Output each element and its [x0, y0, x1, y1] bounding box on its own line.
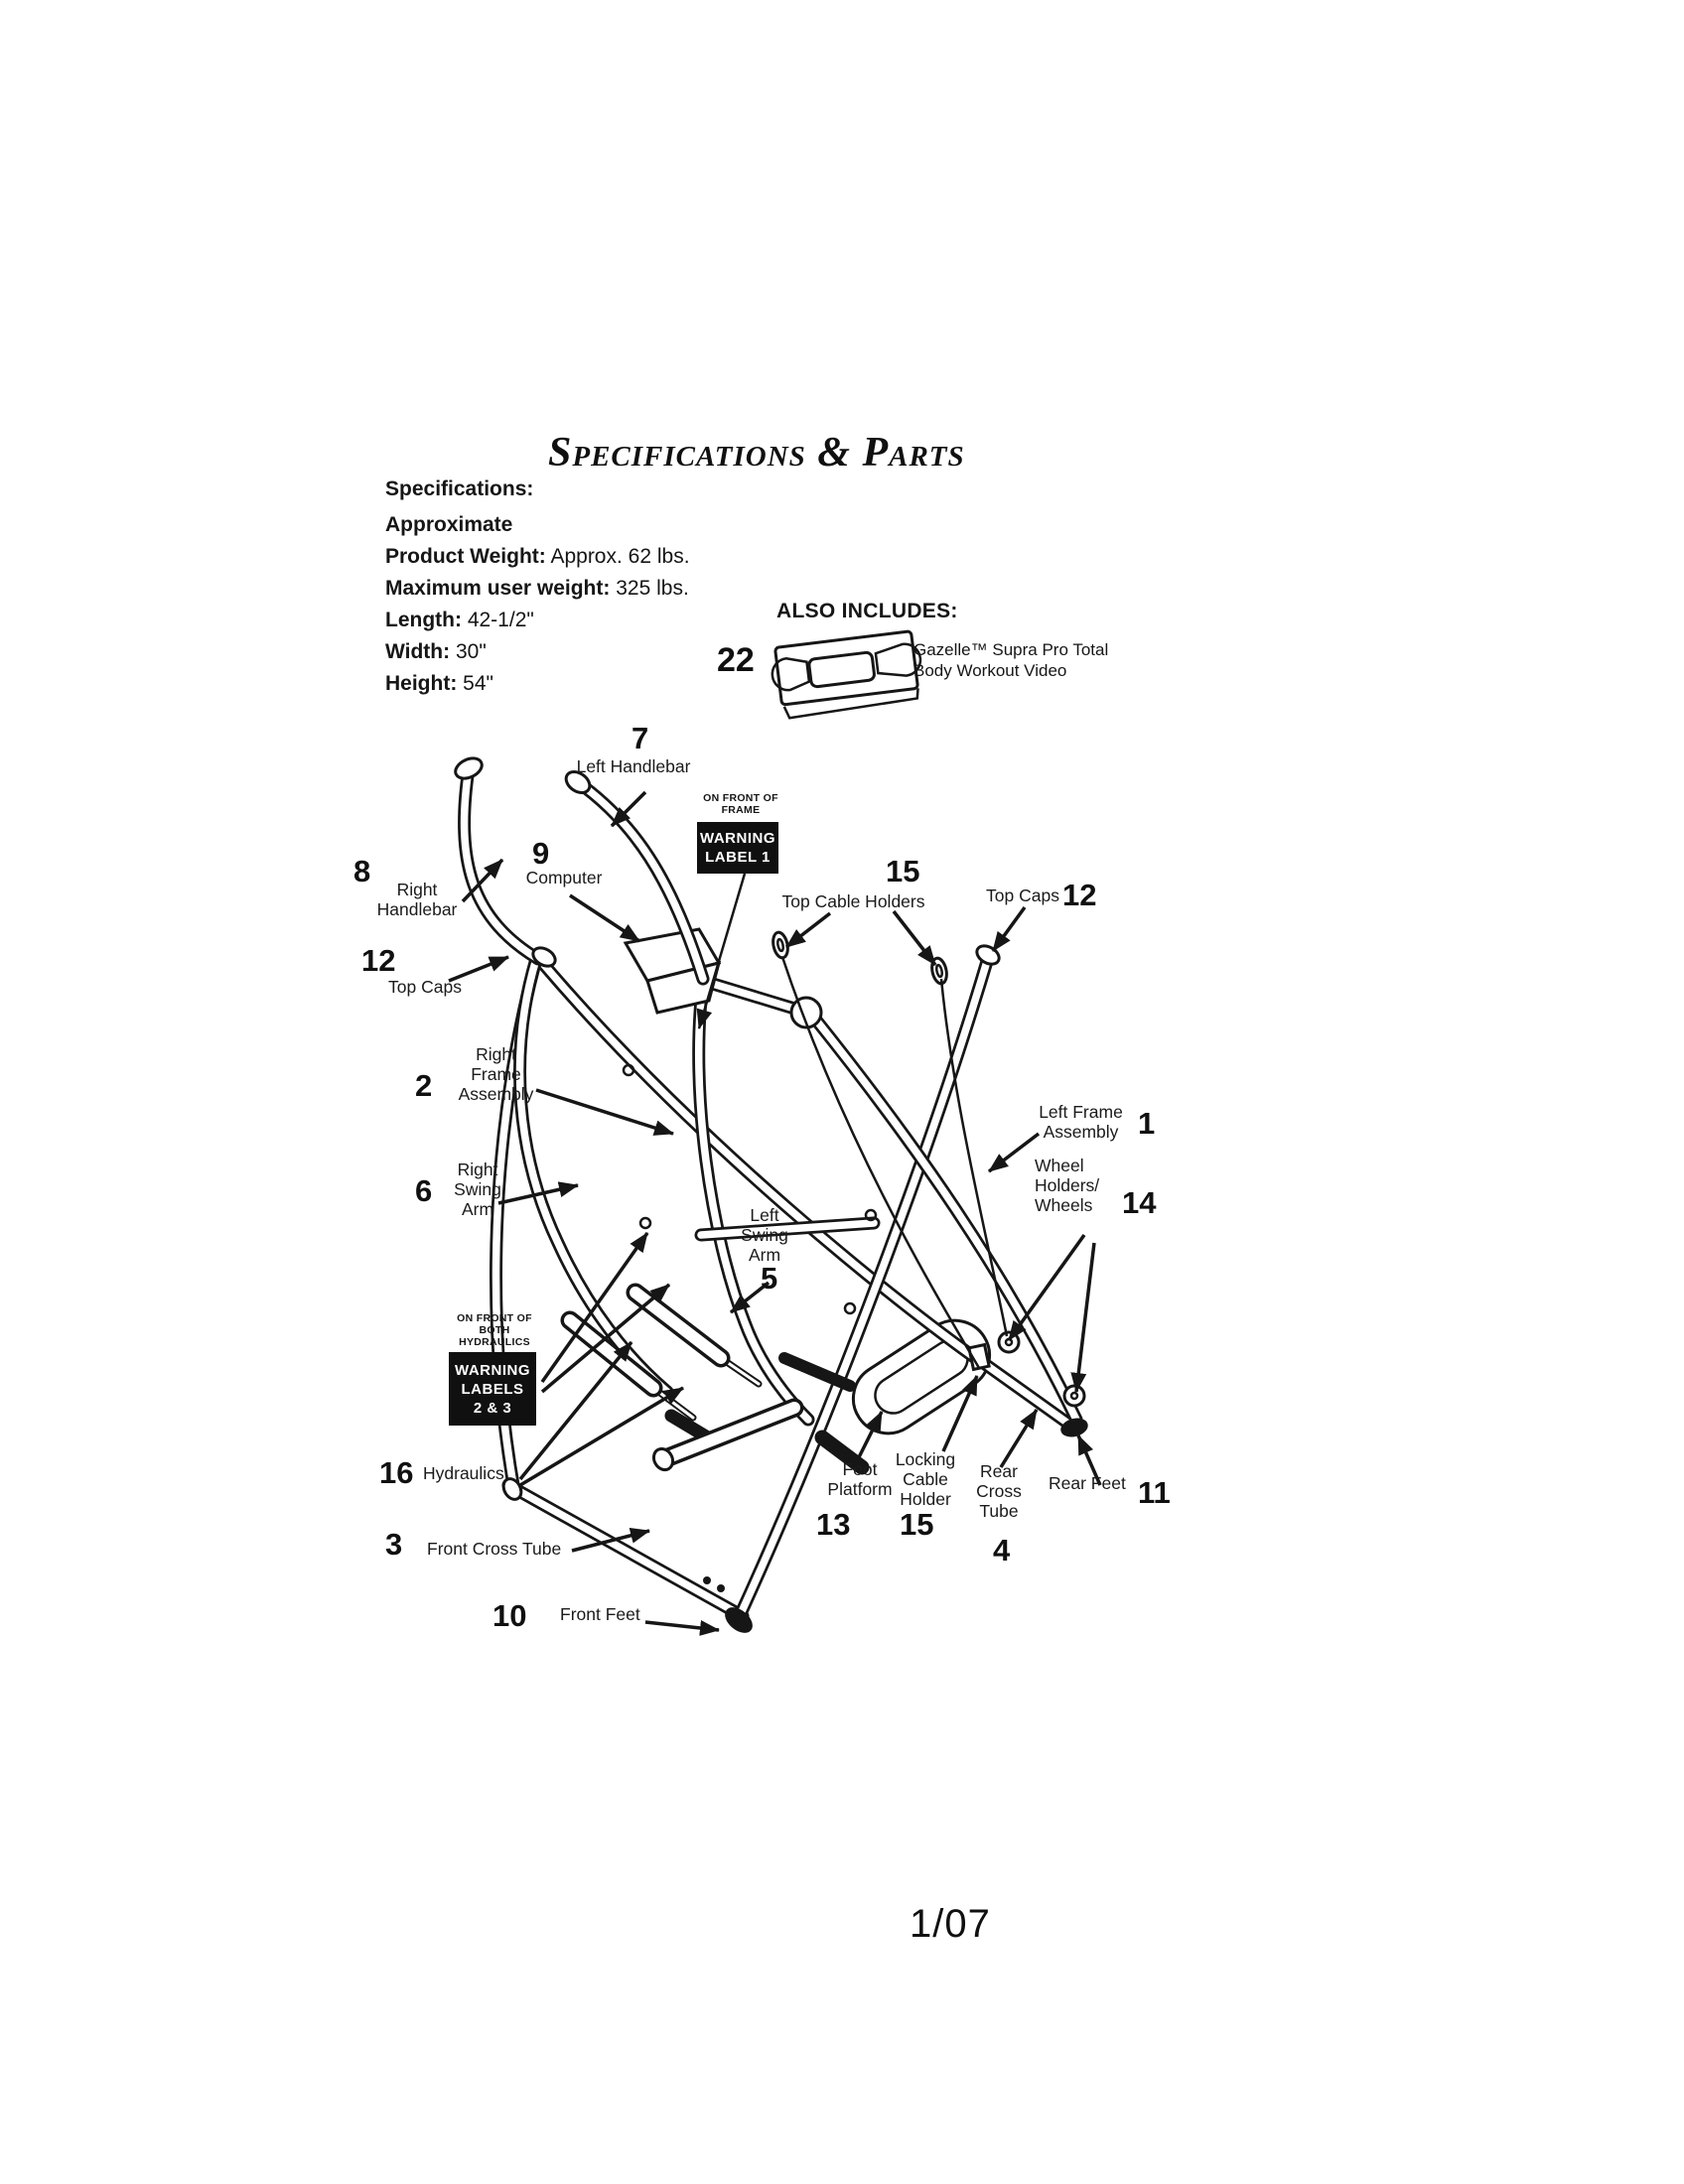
part-label-foot-platform: Foot Platform — [827, 1459, 893, 1499]
part-number-6: 6 — [415, 1173, 433, 1208]
spec-row: Length: 42-1/2" — [385, 609, 534, 631]
part-label-top-cable-holders: Top Cable Holders — [781, 891, 925, 911]
page-code: 1/07 — [910, 1902, 991, 1946]
part-number-12r: 12 — [1062, 878, 1097, 912]
part-label-left-frame-assembly: Left Frame Assembly — [1039, 1102, 1123, 1142]
part-number-video: 22 — [717, 641, 755, 679]
video-item-description: Gazelle™ Supra Pro Total Body Workout Video — [913, 640, 1109, 680]
part-number-15a: 15 — [886, 854, 920, 888]
part-number-4: 4 — [993, 1533, 1011, 1568]
part-number-5: 5 — [761, 1261, 778, 1296]
specs-subheading: Approximate — [385, 513, 513, 536]
part-label-front-cross-tube: Front Cross Tube — [427, 1539, 562, 1559]
part-label-rear-cross-tube: Rear Cross Tube — [976, 1461, 1022, 1521]
part-label-rear-feet: Rear Feet — [1049, 1473, 1126, 1493]
part-number-3: 3 — [385, 1527, 403, 1562]
part-label-top-caps-right: Top Caps — [986, 886, 1059, 905]
part-number-2: 2 — [415, 1068, 433, 1103]
part-label-front-feet: Front Feet — [560, 1604, 640, 1624]
part-label-hydraulics: Hydraulics — [423, 1463, 504, 1483]
part-number-1: 1 — [1138, 1106, 1156, 1141]
spec-row: Maximum user weight: 325 lbs. — [385, 577, 689, 600]
specs-heading: Specifications: — [385, 478, 534, 500]
part-label-right-swing-arm: Right Swing Arm — [454, 1160, 501, 1219]
part-number-14: 14 — [1122, 1185, 1157, 1220]
part-label-left-handlebar: Left Handlebar — [576, 756, 691, 776]
part-label-wheel-holders: Wheel Holders/ Wheels — [1035, 1156, 1100, 1215]
right-handlebar-shape — [465, 768, 538, 959]
part-label-computer: Computer — [525, 868, 603, 887]
part-label-top-caps-left: Top Caps — [388, 977, 462, 997]
part-label-left-swing-arm: Left Swing Arm — [741, 1205, 788, 1265]
part-number-13: 13 — [816, 1507, 851, 1542]
mid-cross-bar — [701, 981, 874, 1235]
warning-label-1: WARNING LABEL 1 — [697, 822, 778, 874]
part-number-9: 9 — [532, 836, 550, 871]
part-number-11: 11 — [1138, 1475, 1171, 1510]
part-number-16: 16 — [379, 1455, 414, 1490]
part-label-locking-cable-holder: Locking Cable Holder — [895, 1449, 956, 1509]
part-number-8: 8 — [353, 854, 371, 888]
warning2-location: ON FRONT OF BOTH HYDRAULICS — [457, 1312, 532, 1348]
page-title: Specifications & Parts — [548, 430, 965, 476]
part-number-12l: 12 — [361, 943, 396, 978]
part-number-15b: 15 — [900, 1507, 934, 1542]
spec-row: Height: 54" — [385, 672, 493, 695]
part-number-10: 10 — [492, 1598, 527, 1633]
warning-labels-2-3: WARNING LABELS 2 & 3 — [449, 1352, 536, 1426]
part-label-right-handlebar: Right Handlebar — [376, 880, 458, 919]
warning1-location: ON FRONT OF FRAME — [703, 792, 778, 816]
also-includes-heading: ALSO INCLUDES: — [776, 600, 958, 622]
part-label-right-frame-assembly: Right Frame Assembly — [458, 1044, 534, 1104]
spec-row: Product Weight: Approx. 62 lbs. — [385, 545, 690, 568]
spec-row: Width: 30" — [385, 640, 487, 663]
part-number-7: 7 — [632, 721, 649, 755]
